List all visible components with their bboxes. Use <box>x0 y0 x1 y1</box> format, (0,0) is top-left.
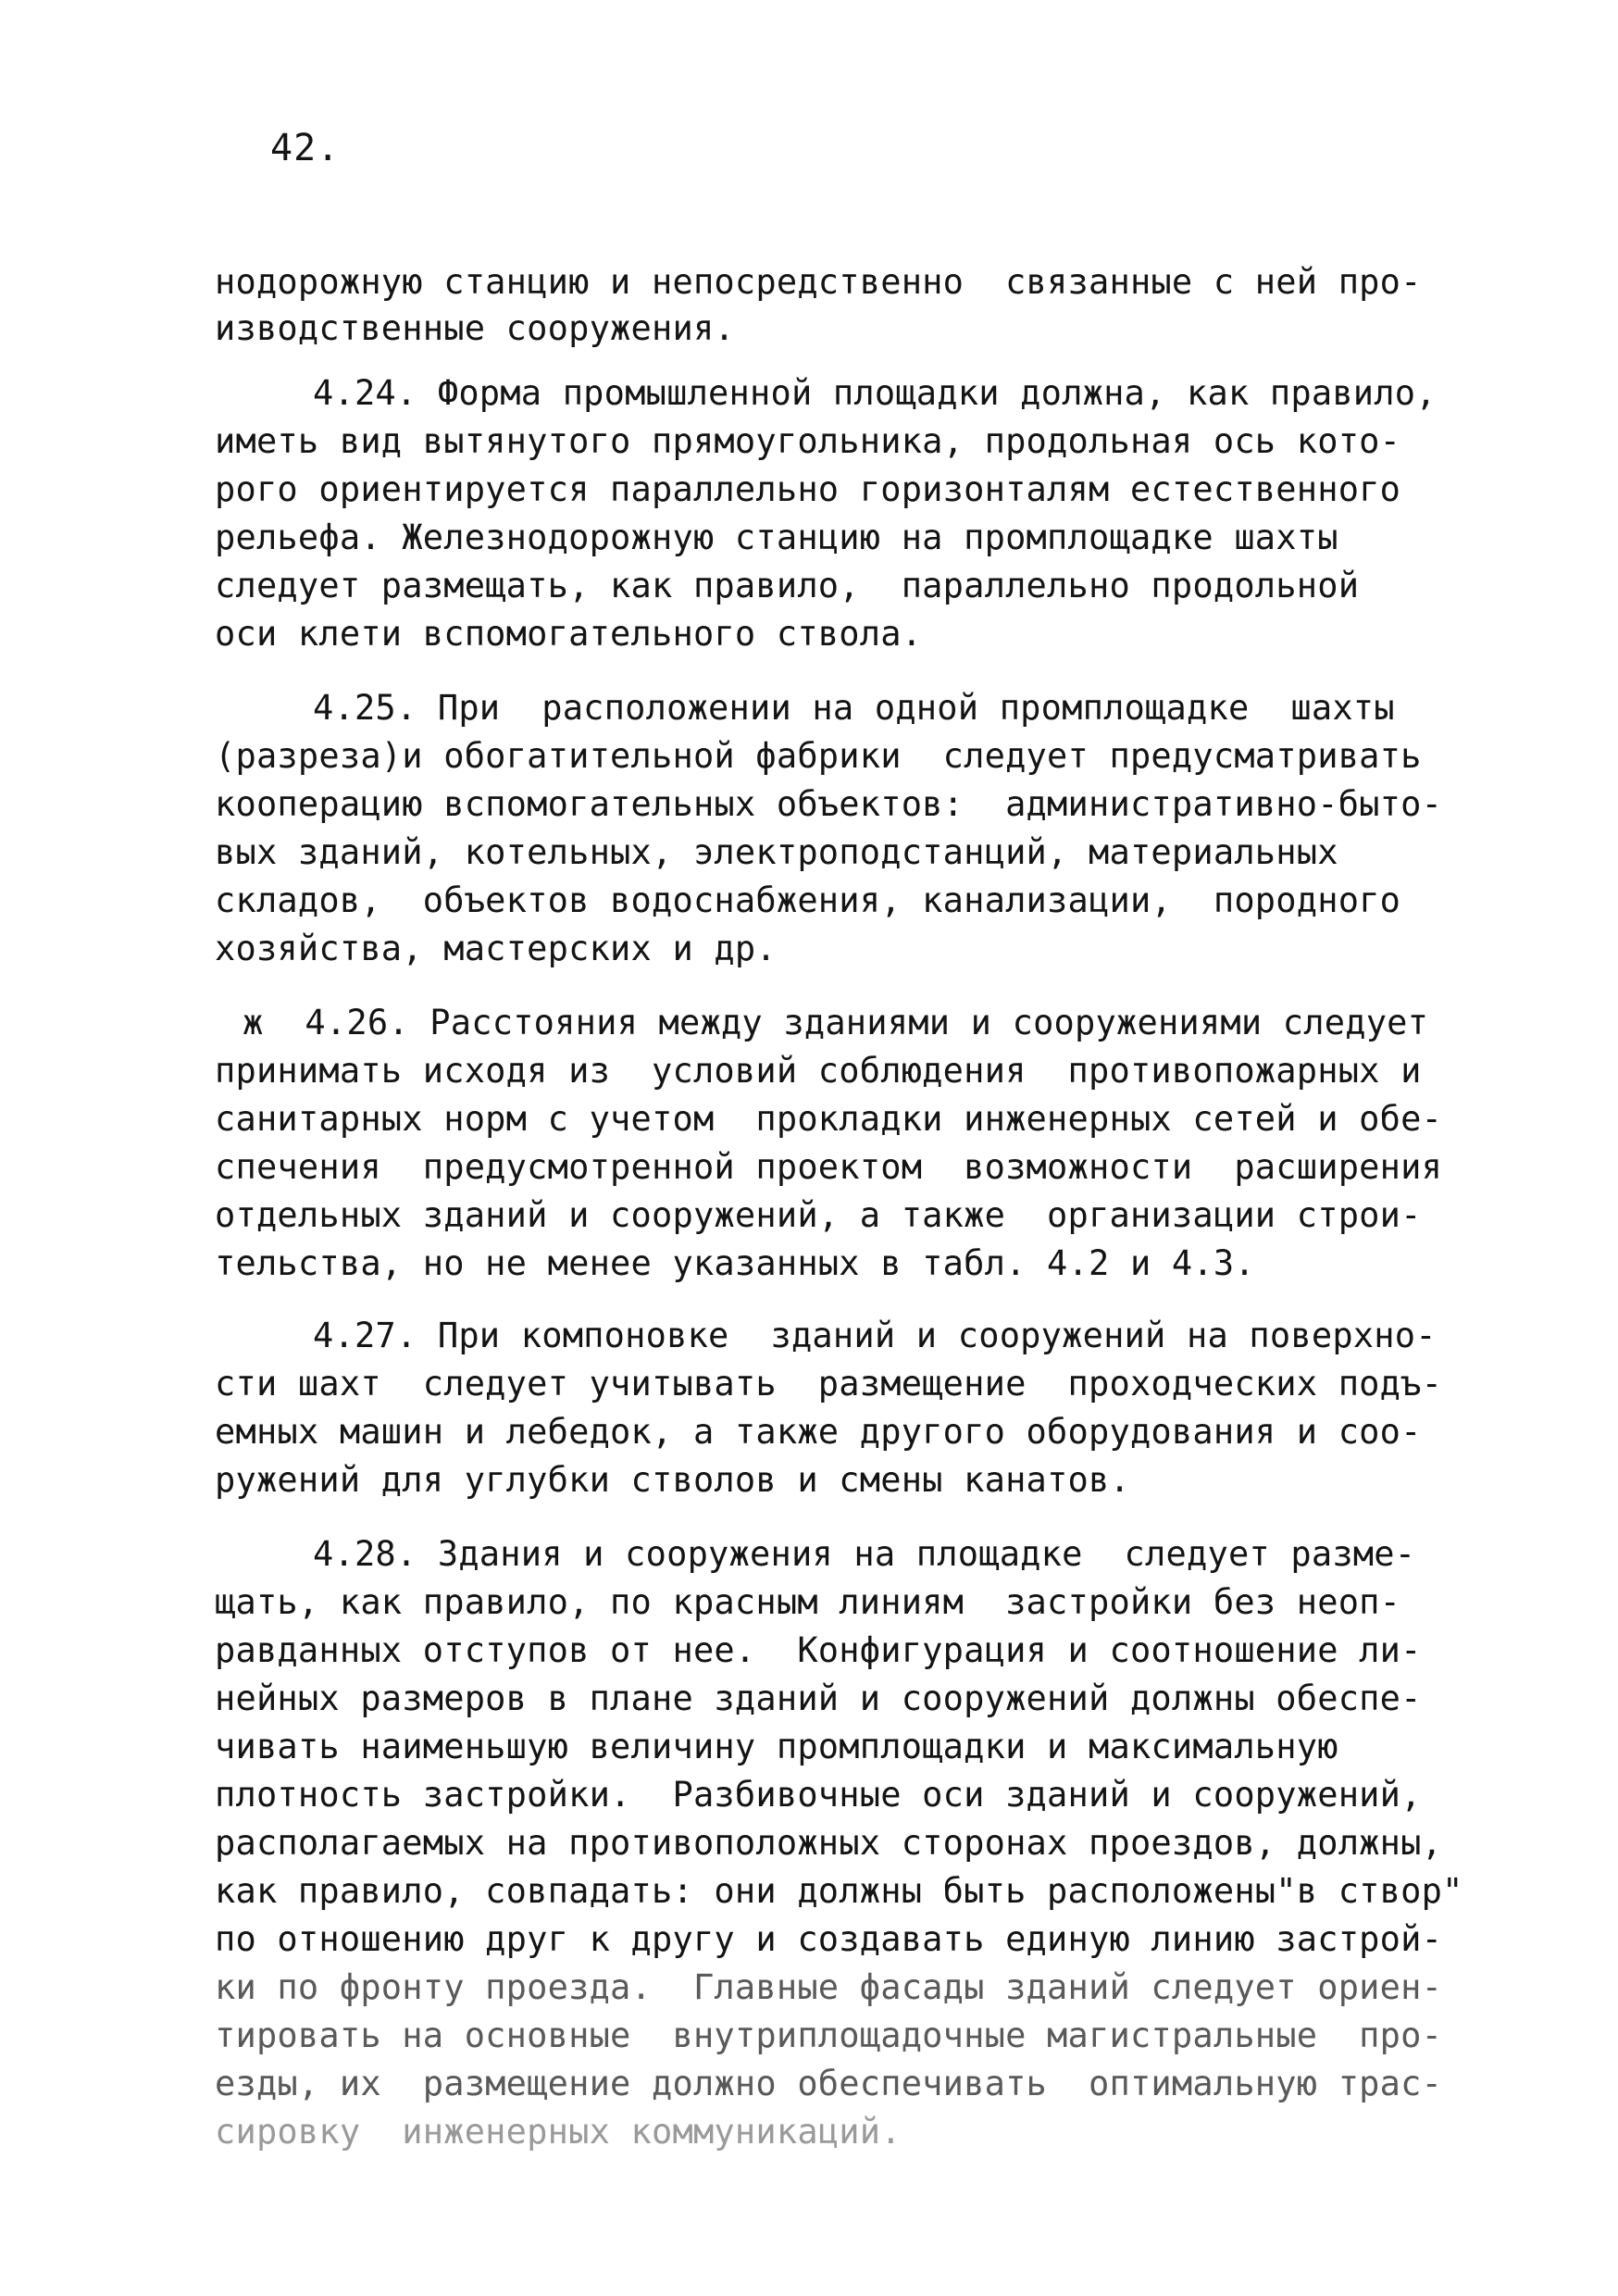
text-line: тировать на основные внутриплощадочные магистральные про- <box>215 2015 1443 2055</box>
text-line: принимать исходя из условий соблюдения противопожарных и <box>215 1051 1422 1091</box>
text-line: нодорожную станцию и непосредственно связанные с ней про- <box>215 262 1422 302</box>
paragraph-4-24-start: 4.24. Форма промышленной площадки должна, как правило, <box>313 373 1437 413</box>
text-line: спечения предусмотренной проектом возможности расширения <box>215 1147 1443 1187</box>
text-line: равданных отступов от нее. Конфигурация и соотношение ли- <box>215 1630 1422 1670</box>
text-line: иметь вид вытянутого прямоугольника, продольная ось кото- <box>215 421 1401 461</box>
text-line: по отношению друг к другу и создавать единую линию застрой- <box>215 1919 1443 1959</box>
paragraph-4-25-start: 4.25. При расположении на одной промплощадке шахты <box>313 688 1395 728</box>
text-line: сировку инженерных коммуникаций. <box>215 2112 902 2152</box>
text-line: изводственные сооружения. <box>215 308 735 348</box>
text-line: плотность застройки. Разбивочные оси зданий и сооружений, <box>215 1775 1422 1815</box>
text-line: рельефа. Железнодорожную станцию на промплощадке шахты <box>215 518 1338 557</box>
paragraph-4-28-start: 4.28. Здания и сооружения на площадке следует разме- <box>313 1534 1416 1574</box>
text-line: ружений для углубки стволов и смены канатов. <box>215 1460 1130 1500</box>
text-line: нейных размеров в плане зданий и сооружений должны обеспе- <box>215 1678 1422 1718</box>
text-line: хозяйства, мастерских и др. <box>215 929 777 968</box>
text-line: кооперацию вспомогательных объектов: административно-быто- <box>215 784 1443 824</box>
text-line: (разреза)и обогатительной фабрики следует предусматривать <box>215 736 1422 776</box>
text-line: тельства, но не менее указанных в табл. 4.2 и 4.3. <box>215 1243 1255 1283</box>
text-line: езды, их размещение должно обеспечивать оптимальную трас- <box>215 2064 1443 2103</box>
text-line: отдельных зданий и сооружений, а также организации строи- <box>215 1195 1422 1235</box>
text-line: оси клети вспомогательного ствола. <box>215 614 923 654</box>
paragraph-4-27-start: 4.27. При компоновке зданий и сооружений на поверхно- <box>313 1316 1437 1355</box>
text-line: санитарных норм с учетом прокладки инженерных сетей и обе- <box>215 1099 1443 1139</box>
text-line: емных машин и лебедок, а также другого оборудования и соо- <box>215 1412 1422 1452</box>
text-line: вых зданий, котельных, электроподстанций, материальных <box>215 832 1338 872</box>
text-line: ки по фронту проезда. Главные фасады зданий следует ориен- <box>215 1967 1443 2007</box>
text-line: рого ориентируется параллельно горизонталям естественного <box>215 469 1401 509</box>
text-line: складов, объектов водоснабжения, канализации, породного <box>215 880 1401 920</box>
text-line: чивать наименьшую величину промплощадки и максимальную <box>215 1727 1338 1766</box>
text-line: располагаемых на противоположных сторонах проездов, должны, <box>215 1823 1443 1863</box>
text-line: щать, как правило, по красным линиям застройки без неоп- <box>215 1582 1401 1622</box>
page-number: 42. <box>270 127 341 169</box>
paragraph-4-26-start: ж 4.26. Расстояния между зданиями и сооружениями следует <box>243 1003 1429 1042</box>
text-line: сти шахт следует учитывать размещение проходческих подъ- <box>215 1364 1443 1404</box>
text-line: как правило, совпадать: они должны быть расположены"в створ" <box>215 1871 1463 1911</box>
text-line: следует размещать, как правило, параллельно продольной <box>215 566 1360 605</box>
